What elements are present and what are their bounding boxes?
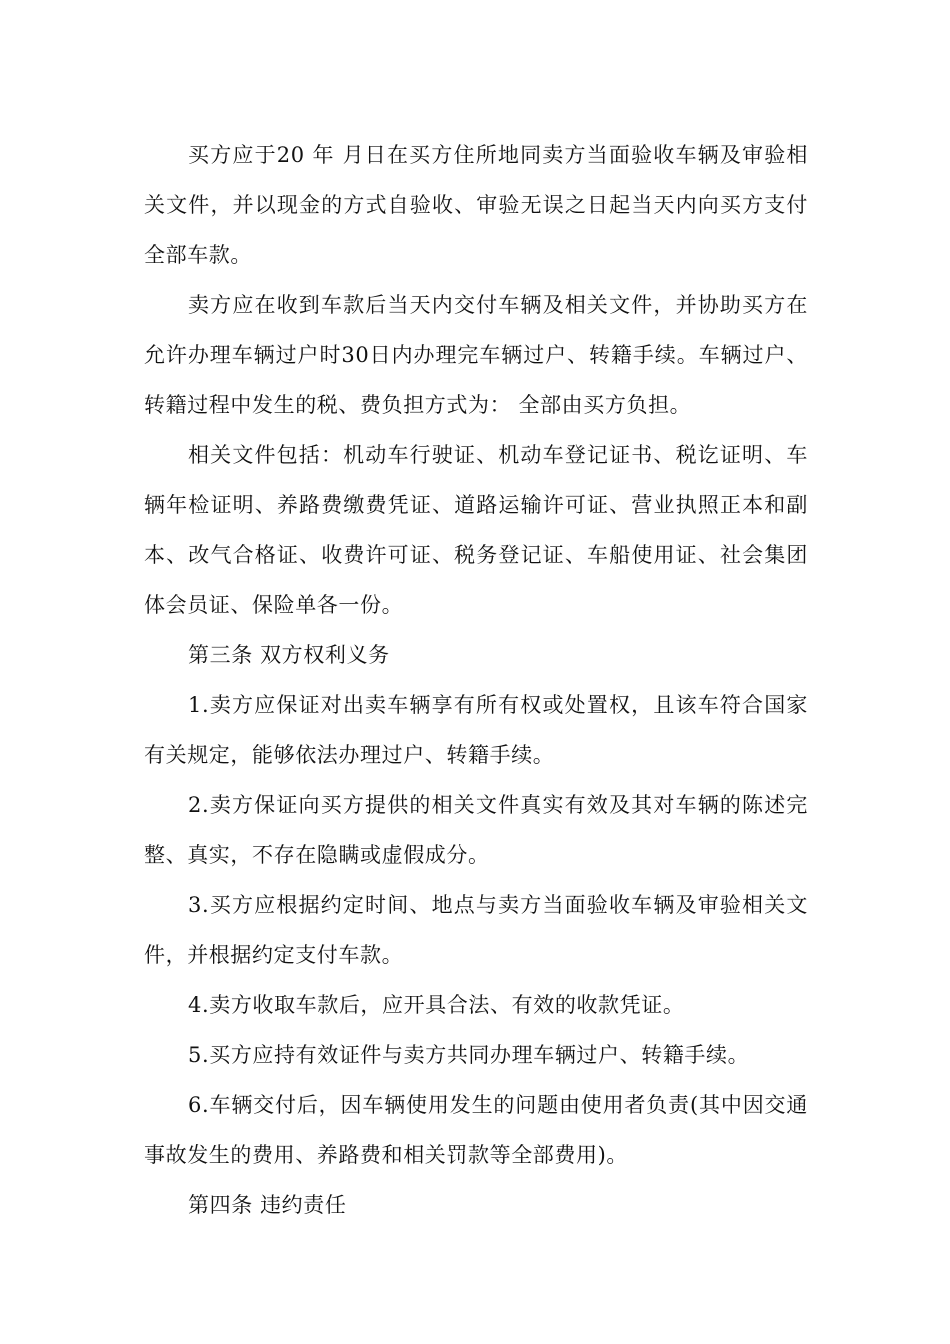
article-4-heading: 第四条 违约责任 (188, 1193, 347, 1217)
article-3-item-4: 4.卖方收取车款后，应开具合法、有效的收款凭证。 (188, 993, 685, 1017)
paragraph-related-documents: 相关文件包括：机动车行驶证、机动车登记证书、税讫证明、车辆年检证明、养路费缴费凭证、道路运输许可证、营业执照正本和副本、改气合格证、收费许可证、税务登记证、车船使用证、社会集团体会员证、保险单各一份。 (144, 443, 808, 617)
paragraph-delivery-transfer: 卖方应在收到车款后当天内交付车辆及相关文件，并协助买方在允许办理车辆过户时30日内办理完车辆过户、转籍手续。车辆过户、转籍过程中发生的税、费负担方式为： 全部由买方负担。 (144, 293, 808, 417)
article-3-item-5: 5.买方应持有效证件与卖方共同办理车辆过户、转籍手续。 (188, 1043, 750, 1067)
article-3-item-2: 2.卖方保证向买方提供的相关文件真实有效及其对车辆的陈述完整、真实，不存在隐瞒或虚假成分。 (144, 793, 808, 867)
article-3-heading: 第三条 双方权利义务 (188, 643, 390, 667)
paragraph-inspection-payment: 买方应于20 年 月日在买方住所地同卖方当面验收车辆及审验相关文件，并以现金的方式自验收、审验无误之日起当天内向买方支付全部车款。 (144, 143, 808, 267)
article-3-item-1: 1.卖方应保证对出卖车辆享有所有权或处置权，且该车符合国家有关规定，能够依法办理过户、转籍手续。 (144, 693, 808, 767)
article-3-item-3: 3.买方应根据约定时间、地点与卖方当面验收车辆及审验相关文件，并根据约定支付车款。 (144, 893, 808, 967)
document-body (144, 130, 808, 1230)
article-3-item-6: 6.车辆交付后，因车辆使用发生的问题由使用者负责(其中因交通事故发生的费用、养路费和相关罚款等全部费用)。 (144, 1093, 808, 1167)
